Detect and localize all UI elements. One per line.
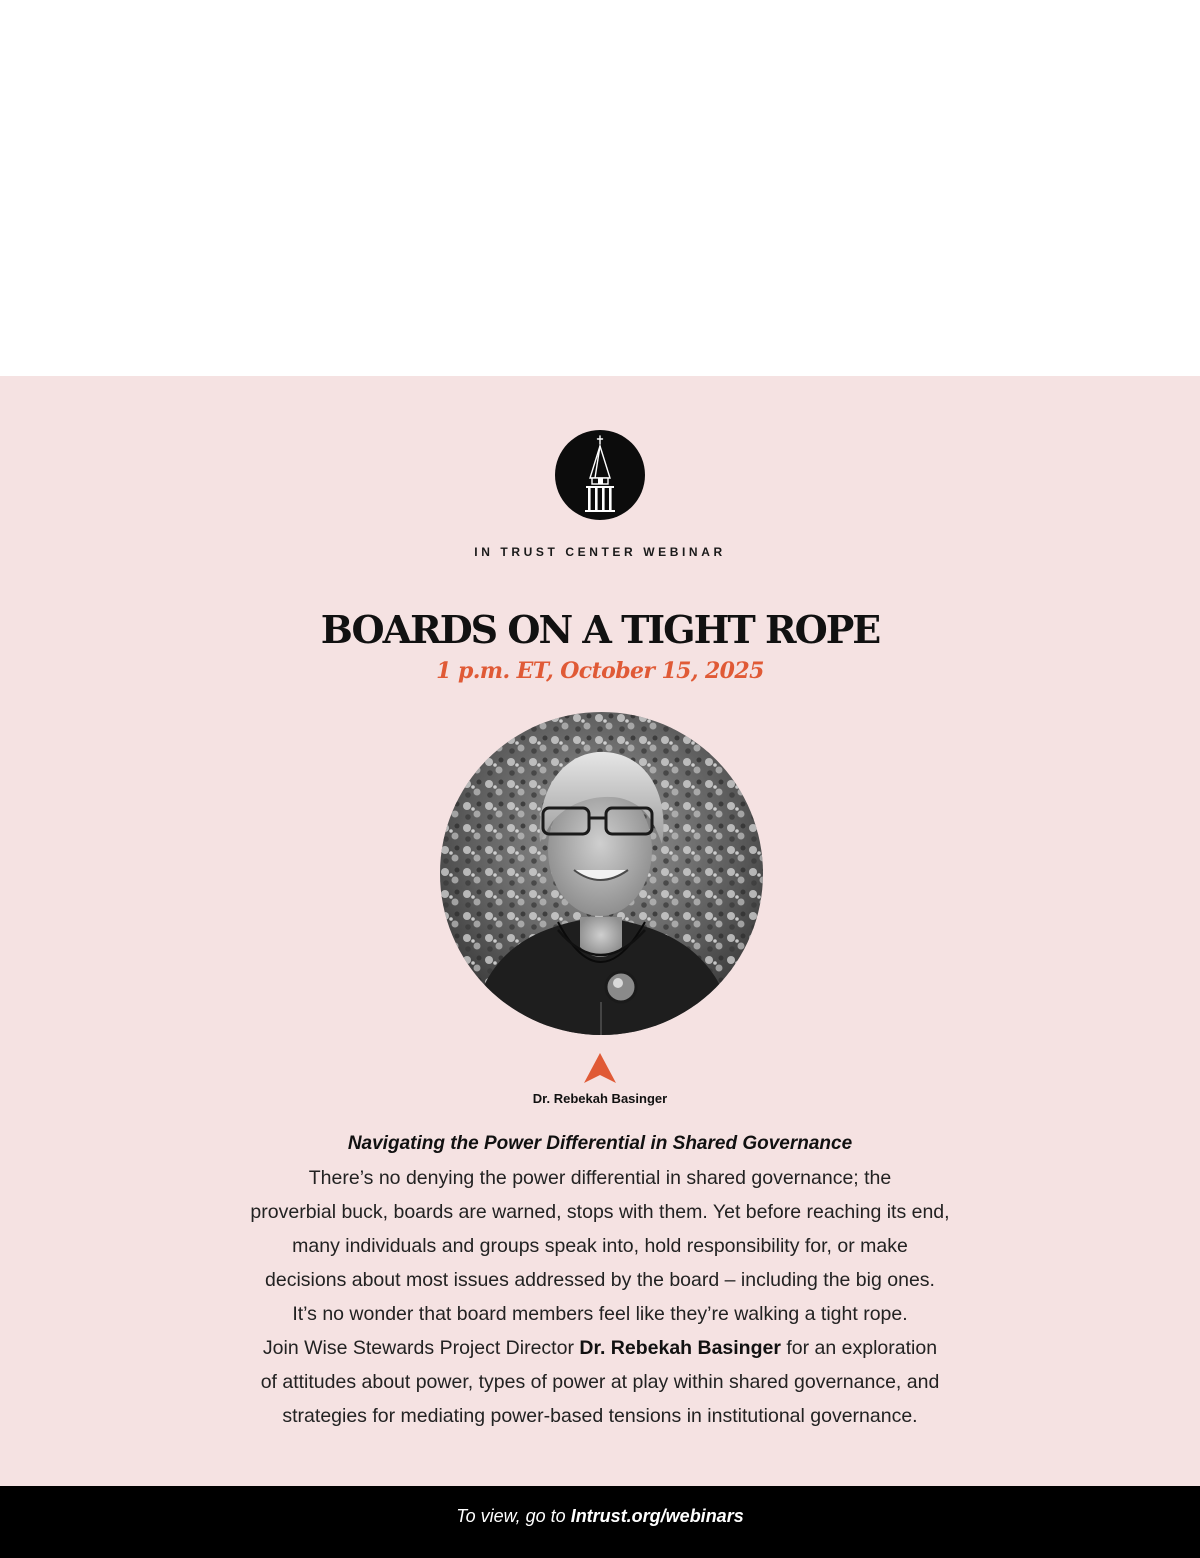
webinar-eyebrow: IN TRUST CENTER WEBINAR: [474, 545, 726, 559]
webinar-title: BOARDS ON A TIGHT ROPE: [320, 607, 880, 652]
speaker-name-caption: Dr. Rebekah Basinger: [532, 1091, 668, 1106]
arrowhead-up-icon: [583, 1052, 617, 1084]
description-line: There’s no denying the power differential in shared governance; the: [308, 1167, 892, 1189]
session-subtitle: Navigating the Power Differential in Shared Governance: [347, 1133, 853, 1154]
description-line: It’s no wonder that board members feel like they’re walking a tight rope.: [292, 1303, 908, 1325]
join-prefix: Join Wise Stewards Project Director: [262, 1337, 580, 1359]
description-line: proverbial buck, boards are warned, stops with them. Yet before reaching its end,: [250, 1201, 950, 1223]
description-line: decisions about most issues addressed by the board – including the big ones.: [265, 1269, 935, 1291]
join-speaker-name: Dr. Rebekah Basinger: [579, 1337, 781, 1359]
blank-top-area: [0, 0, 1200, 376]
footer-text: [0, 1503, 1200, 1529]
speaker-portrait: [440, 712, 763, 1035]
description-line: strategies for mediating power-based tensions in institutional governance.: [282, 1405, 918, 1427]
description-line: of attitudes about power, types of power at play within shared governance, and: [260, 1371, 940, 1393]
description-line: many individuals and groups speak into, hold responsibility for, or make: [292, 1235, 908, 1257]
description-join-line: [0, 1331, 1200, 1365]
chapel-steeple-logo-icon: [555, 430, 645, 520]
footer-prefix: To view, go to: [456, 1506, 571, 1526]
join-suffix: for an exploration: [780, 1337, 938, 1359]
session-description: [0, 1161, 1200, 1433]
webinars-link[interactable]: Intrust.org/webinars: [570, 1506, 744, 1526]
webinar-datetime: 1 p.m. ET, October 15, 2025: [436, 658, 764, 684]
